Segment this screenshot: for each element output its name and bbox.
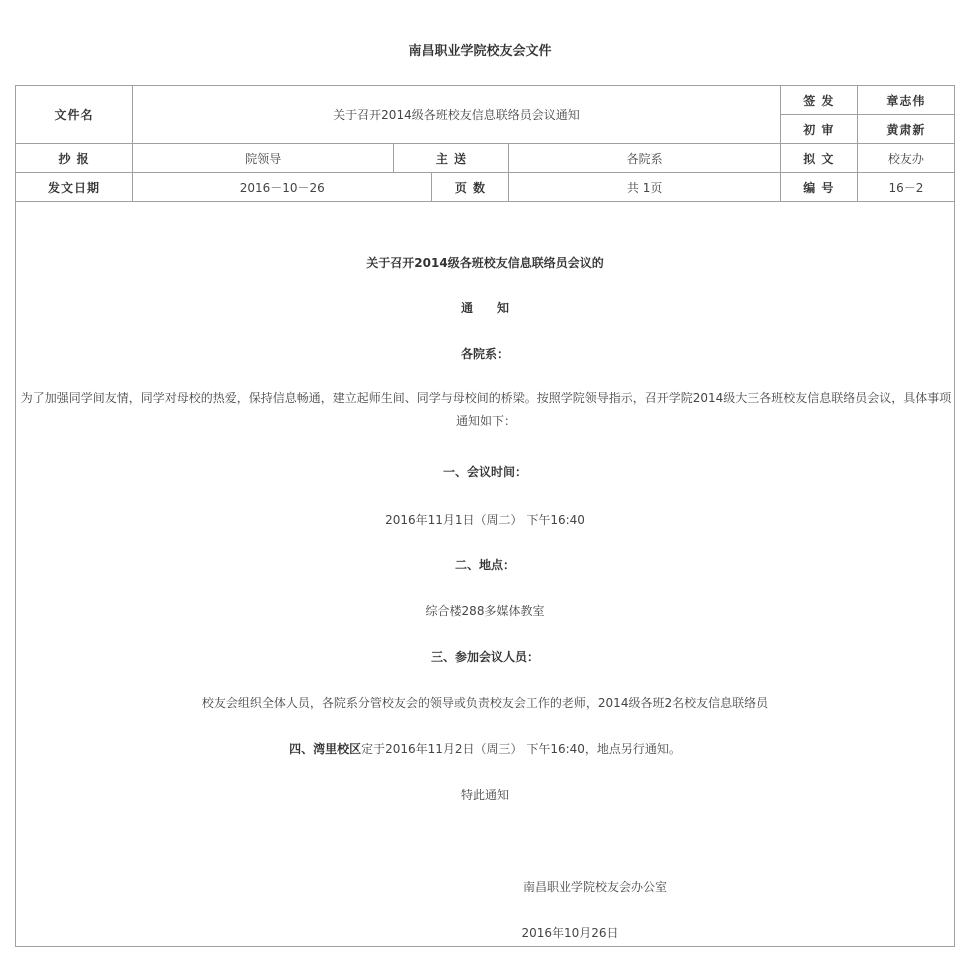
- section3-title: 三、参加会议人员：: [430, 650, 539, 664]
- closing-text: 特此通知: [460, 788, 509, 802]
- notice-title: 关于召开2014级各班校友信息联络员会议的: [366, 256, 604, 270]
- to-value: 各院系: [509, 144, 780, 173]
- salutation: 各院系：: [460, 347, 509, 361]
- review-label: 初 审: [780, 115, 857, 144]
- draft-value: 校友办: [857, 144, 954, 173]
- sign-value: 章志伟: [857, 86, 954, 115]
- document-header-table: [15, 85, 955, 202]
- document-title: 南昌职业学院校友会文件: [408, 44, 552, 59]
- number-label: 编 号: [780, 173, 857, 202]
- section2-text: 综合楼288多媒体教室: [425, 604, 545, 618]
- to-label: 主 送: [394, 144, 509, 173]
- sign-label: 签 发: [780, 86, 857, 115]
- review-value: 黄肃新: [857, 115, 954, 144]
- section2-title: 二、地点：: [454, 558, 515, 572]
- section4-line: [16, 740, 954, 757]
- section3-text: 校友会组织全体人员，各院系分管校友会的领导或负责校友会工作的老师，2014级各班2名校友信息联络员: [201, 696, 769, 710]
- document-body: [15, 201, 955, 947]
- section1-text: 2016年11月1日（周二） 下午16:40: [385, 513, 585, 527]
- pages-label: 页 数: [432, 173, 509, 202]
- cc-value: 院领导: [133, 144, 394, 173]
- date-label: 发文日期: [16, 173, 133, 202]
- file-name-label: 文件名: [16, 86, 133, 144]
- file-name-value: 关于召开2014级各班校友信息联络员会议通知: [133, 86, 781, 144]
- section1-title: 一、会议时间：: [442, 465, 527, 479]
- notice-subtitle: 通 知: [460, 301, 509, 315]
- number-value: 16－2: [857, 173, 954, 202]
- pages-value: 共 1页: [509, 173, 780, 202]
- section4-title: 四、湾里校区: [289, 742, 362, 756]
- section4-text: 定于2016年11月2日（周三） 下午16:40，地点另行通知。: [361, 742, 681, 756]
- intro-paragraph: 为了加强同学间友情，同学对母校的热爱，保持信息畅通，建立起师生间、同学与母校间的桥梁。按照学院领导指示，召开学院2014级大三各班校友信息联络员会议，具体事项通知如下：: [20, 391, 952, 428]
- signature-office: 南昌职业学院校友会办公室: [522, 880, 667, 894]
- cc-label: 抄 报: [16, 144, 133, 173]
- draft-label: 拟 文: [780, 144, 857, 173]
- date-value: 2016－10－26: [133, 173, 432, 202]
- signature-date: 2016年10月26日: [521, 926, 619, 940]
